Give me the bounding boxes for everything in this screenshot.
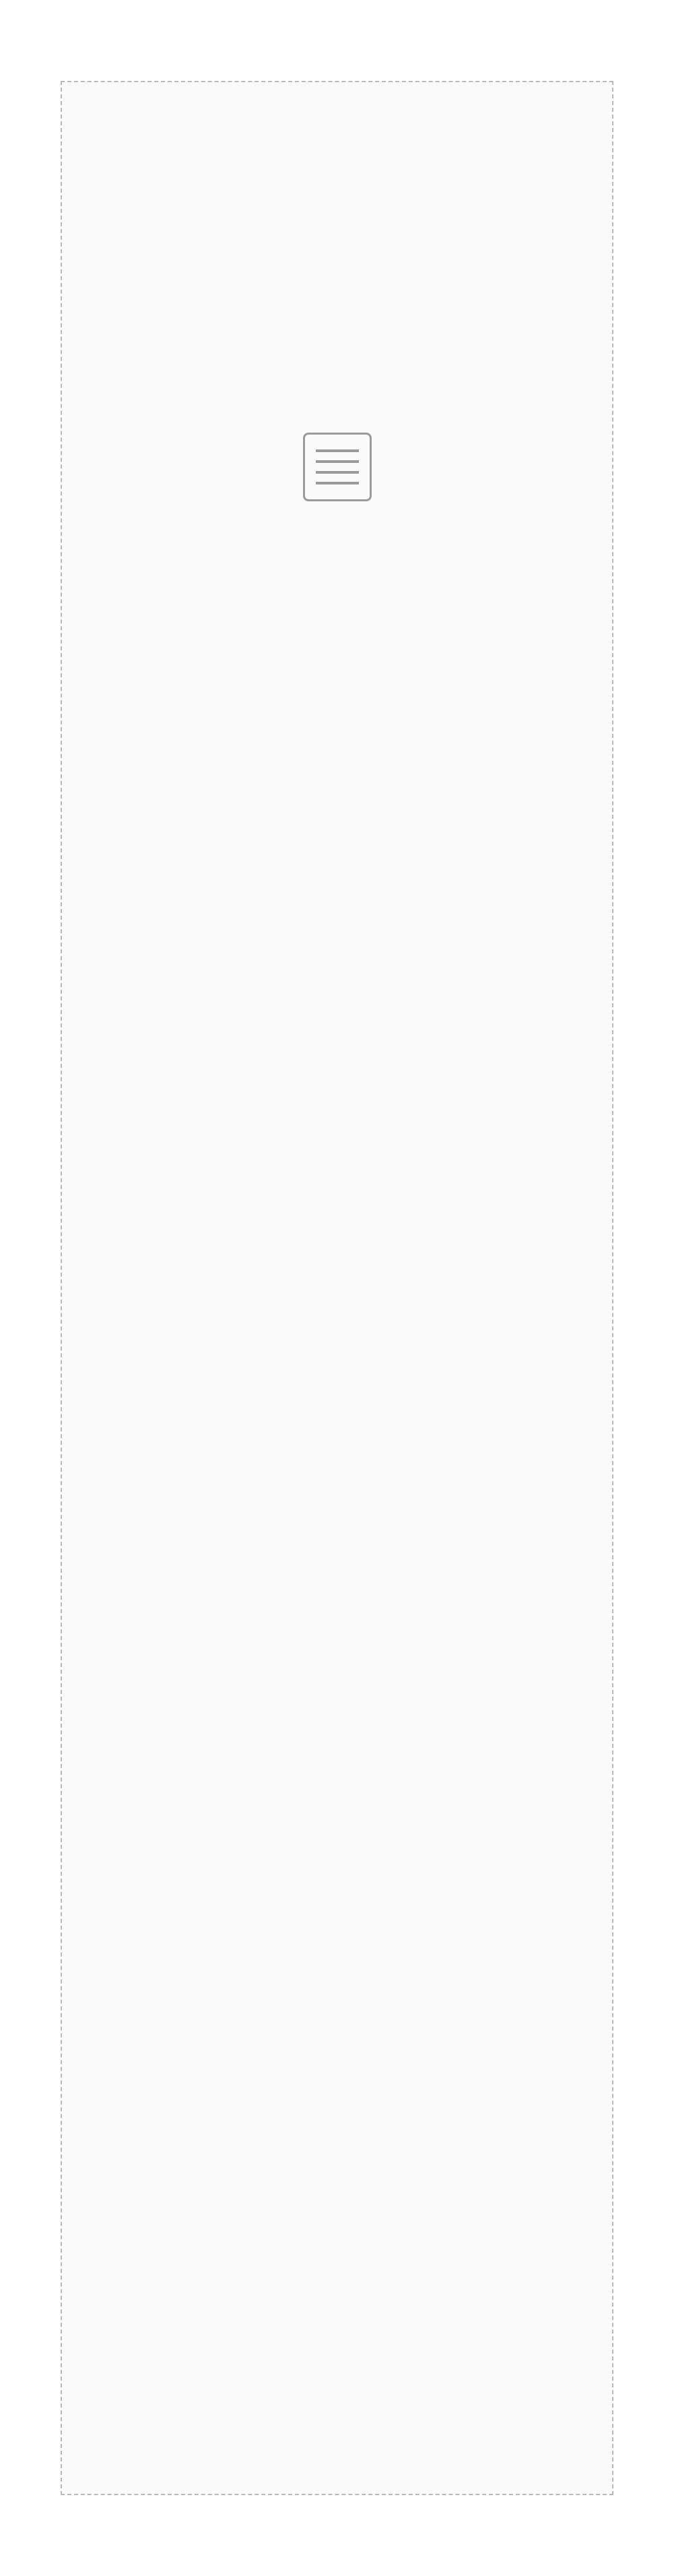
document-icon xyxy=(303,433,372,501)
placeholder-note xyxy=(122,433,553,528)
content-frame xyxy=(61,81,613,2495)
